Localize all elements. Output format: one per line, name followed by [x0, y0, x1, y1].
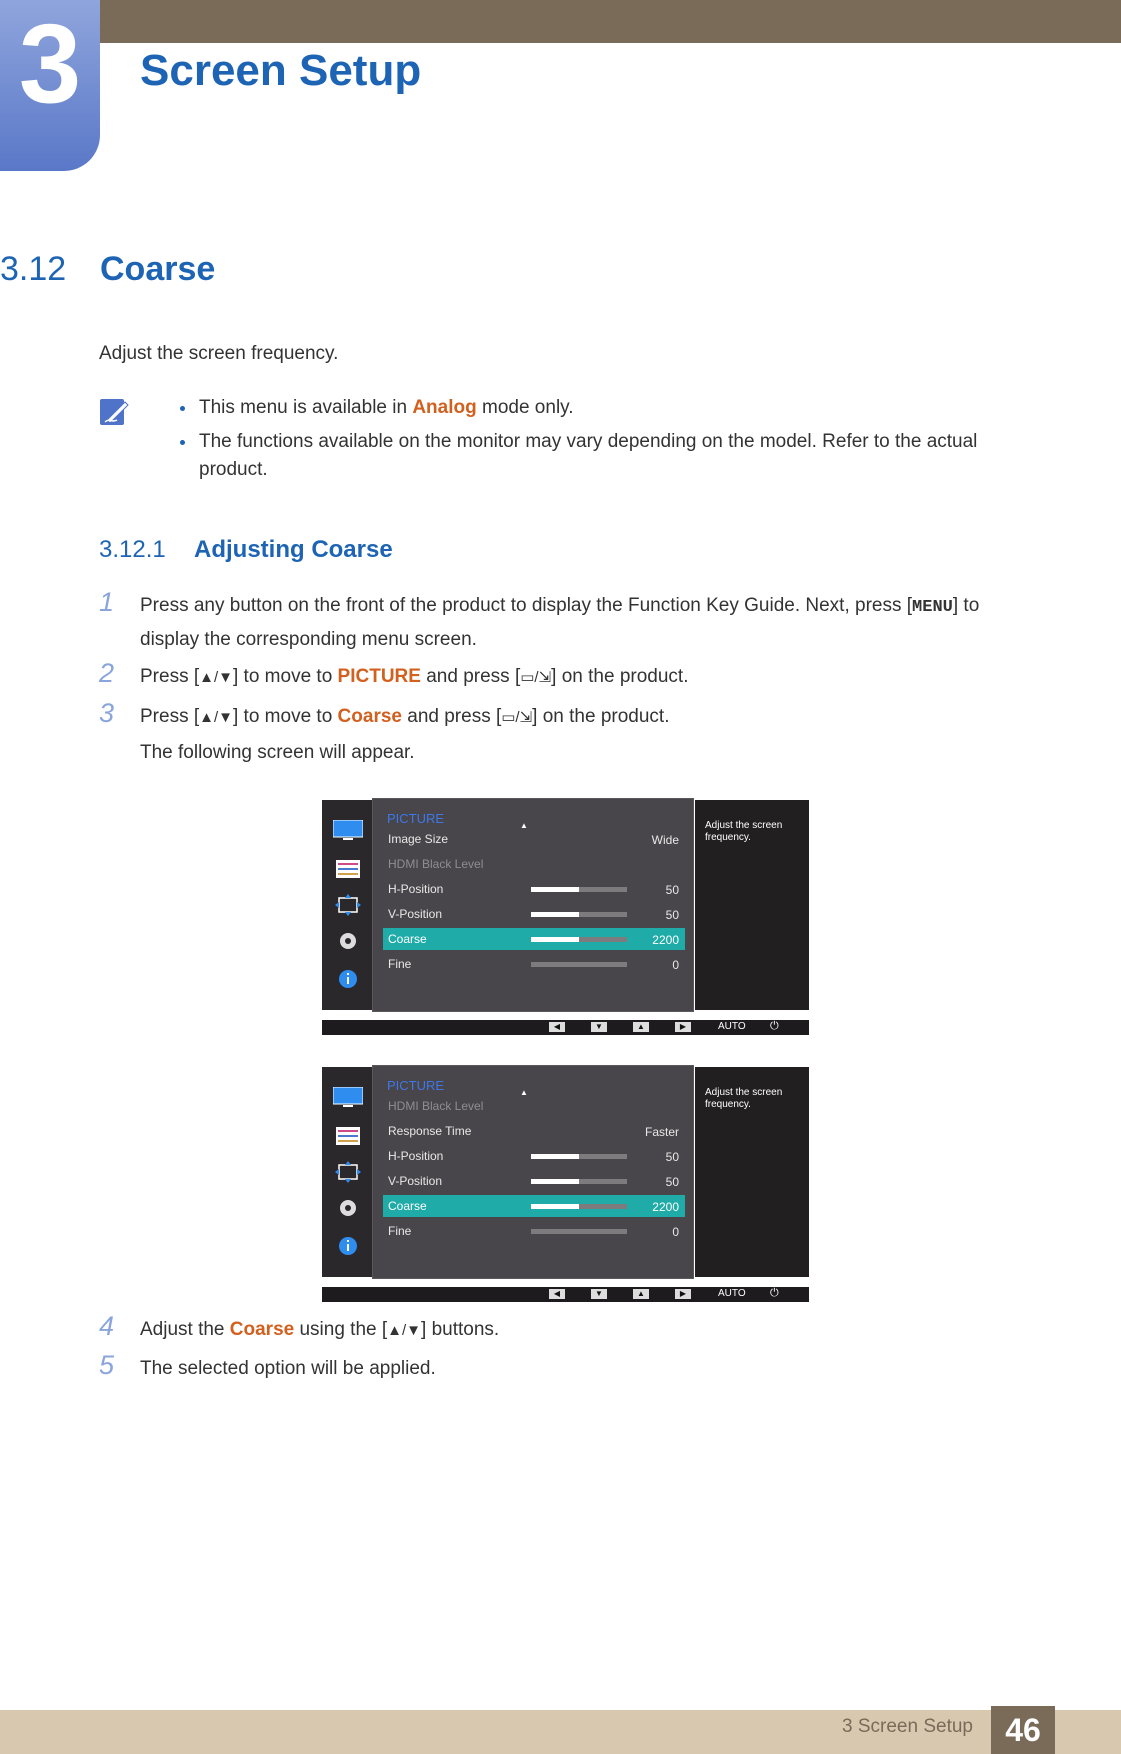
monitor-icon	[333, 820, 363, 842]
right-key-icon[interactable]: ▶	[675, 1022, 691, 1032]
osd-key-guide	[322, 1020, 809, 1035]
section-intro: Adjust the screen frequency.	[99, 343, 339, 364]
osd-row-image-size[interactable]: Image Size Wide	[388, 832, 679, 847]
down-key-icon[interactable]: ▼	[591, 1289, 607, 1299]
subsection-number: 3.12.1	[99, 536, 166, 563]
menu-key: MENU	[912, 598, 953, 617]
osd-row-h-position[interactable]: H-Position 50	[388, 882, 679, 897]
level-bar	[531, 912, 627, 917]
osd-row-response-time[interactable]: Response Time Faster	[388, 1124, 679, 1139]
level-bar	[531, 1154, 627, 1159]
coarse-highlight: Coarse	[229, 1319, 295, 1340]
left-key-icon[interactable]: ◀	[549, 1022, 565, 1032]
up-down-arrow-icon: ▲/▼	[199, 669, 233, 686]
power-icon[interactable]: ⏻	[770, 1020, 779, 1032]
step-number: 5	[99, 1350, 115, 1380]
analog-highlight: Analog	[412, 397, 477, 418]
step-1: 1 Press any button on the front of the product to display the Function Key Guide. Next, press [MENU] to display the corresponding menu screen.	[99, 587, 980, 650]
chapter-tab	[0, 0, 100, 171]
gear-icon	[333, 1197, 363, 1219]
level-bar	[531, 1179, 627, 1184]
up-down-arrow-icon: ▲/▼	[387, 1322, 422, 1339]
level-bar	[531, 887, 627, 892]
up-down-arrow-icon: ▲/▼	[199, 709, 233, 726]
osd-row-hdmi-black-level[interactable]: HDMI Black Level	[388, 1099, 484, 1113]
level-bar	[531, 937, 627, 942]
gear-icon	[333, 930, 363, 952]
osd-row-hdmi-black-level[interactable]: HDMI Black Level	[388, 857, 484, 871]
page-number: 46	[991, 1706, 1055, 1754]
info-icon	[333, 968, 363, 990]
step-number: 2	[99, 658, 115, 688]
info-icon	[333, 1235, 363, 1257]
osd-key-guide	[322, 1287, 809, 1302]
osd-help-panel: Adjust the screen frequency.	[695, 800, 809, 1010]
section-number: 3.12	[0, 250, 67, 288]
osd-row-coarse[interactable]: Coarse 2200	[383, 1195, 685, 1217]
up-arrow-icon: ▲	[520, 1088, 528, 1097]
osd-sidebar	[322, 1067, 372, 1277]
note-item: The functions available on the monitor may vary depending on the model. Refer to the actual product.	[180, 428, 1020, 484]
power-icon[interactable]: ⏻	[770, 1287, 779, 1299]
section-title	[0, 250, 215, 289]
menu-lines-icon	[333, 1125, 363, 1147]
level-bar	[531, 1229, 627, 1234]
notes-list	[180, 394, 1020, 490]
level-bar	[531, 1204, 627, 1209]
auto-key[interactable]: AUTO	[718, 1021, 746, 1032]
note-item: This menu is available in Analog mode only.	[180, 394, 1020, 422]
step-number: 3	[99, 698, 115, 728]
up-key-icon[interactable]: ▲	[633, 1022, 649, 1032]
up-key-icon[interactable]: ▲	[633, 1289, 649, 1299]
osd-row-v-position[interactable]: V-Position 50	[388, 907, 679, 922]
position-arrows-icon	[333, 1161, 363, 1183]
osd-row-v-position[interactable]: V-Position 50	[388, 1174, 679, 1189]
coarse-highlight: Coarse	[337, 706, 402, 727]
level-bar	[531, 962, 627, 967]
subsection-name: Adjusting Coarse	[194, 536, 393, 563]
source-enter-icon: ▭/⇲	[520, 669, 552, 686]
osd-sidebar	[322, 800, 372, 1010]
source-enter-icon: ▭/⇲	[501, 709, 533, 726]
top-bar	[0, 0, 1121, 43]
step-number: 1	[99, 587, 115, 617]
down-key-icon[interactable]: ▼	[591, 1022, 607, 1032]
right-key-icon[interactable]: ▶	[675, 1289, 691, 1299]
chapter-number: 3	[18, 1, 82, 126]
step-number: 4	[99, 1311, 115, 1341]
auto-key[interactable]: AUTO	[718, 1288, 746, 1299]
step-4: 4 Adjust the Coarse using the [▲/▼] buttons.	[99, 1311, 500, 1341]
subsection-title	[99, 536, 393, 564]
step-5: 5 The selected option will be applied.	[99, 1350, 436, 1380]
osd-help-panel: Adjust the screen frequency.	[695, 1067, 809, 1277]
osd-header: PICTURE	[387, 1078, 445, 1093]
step-2: 2 Press [▲/▼] to move to PICTURE and press [▭/⇲] on the product.	[99, 658, 689, 688]
osd-row-fine[interactable]: Fine 0	[388, 1224, 679, 1239]
picture-highlight: PICTURE	[337, 666, 421, 687]
menu-lines-icon	[333, 858, 363, 880]
osd-menu	[372, 798, 694, 1012]
left-key-icon[interactable]: ◀	[549, 1289, 565, 1299]
osd-row-h-position[interactable]: H-Position 50	[388, 1149, 679, 1164]
chapter-title: Screen Setup	[140, 46, 422, 95]
section-name: Coarse	[100, 250, 216, 288]
up-arrow-icon: ▲	[520, 821, 528, 830]
osd-header: PICTURE	[387, 811, 445, 826]
note-icon	[99, 396, 131, 428]
osd-menu	[372, 1065, 694, 1279]
step-3: 3 Press [▲/▼] to move to Coarse and press [▭/⇲] on the product.	[99, 698, 670, 728]
monitor-icon	[333, 1087, 363, 1109]
osd-row-coarse[interactable]: Coarse 2200	[383, 928, 685, 950]
osd-screen-2	[322, 1067, 809, 1299]
osd-row-fine[interactable]: Fine 0	[388, 957, 679, 972]
osd-screen-1	[322, 800, 809, 1032]
footer-chapter: 3 Screen Setup	[842, 1716, 973, 1737]
following-text: The following screen will appear.	[140, 742, 415, 763]
position-arrows-icon	[333, 894, 363, 916]
